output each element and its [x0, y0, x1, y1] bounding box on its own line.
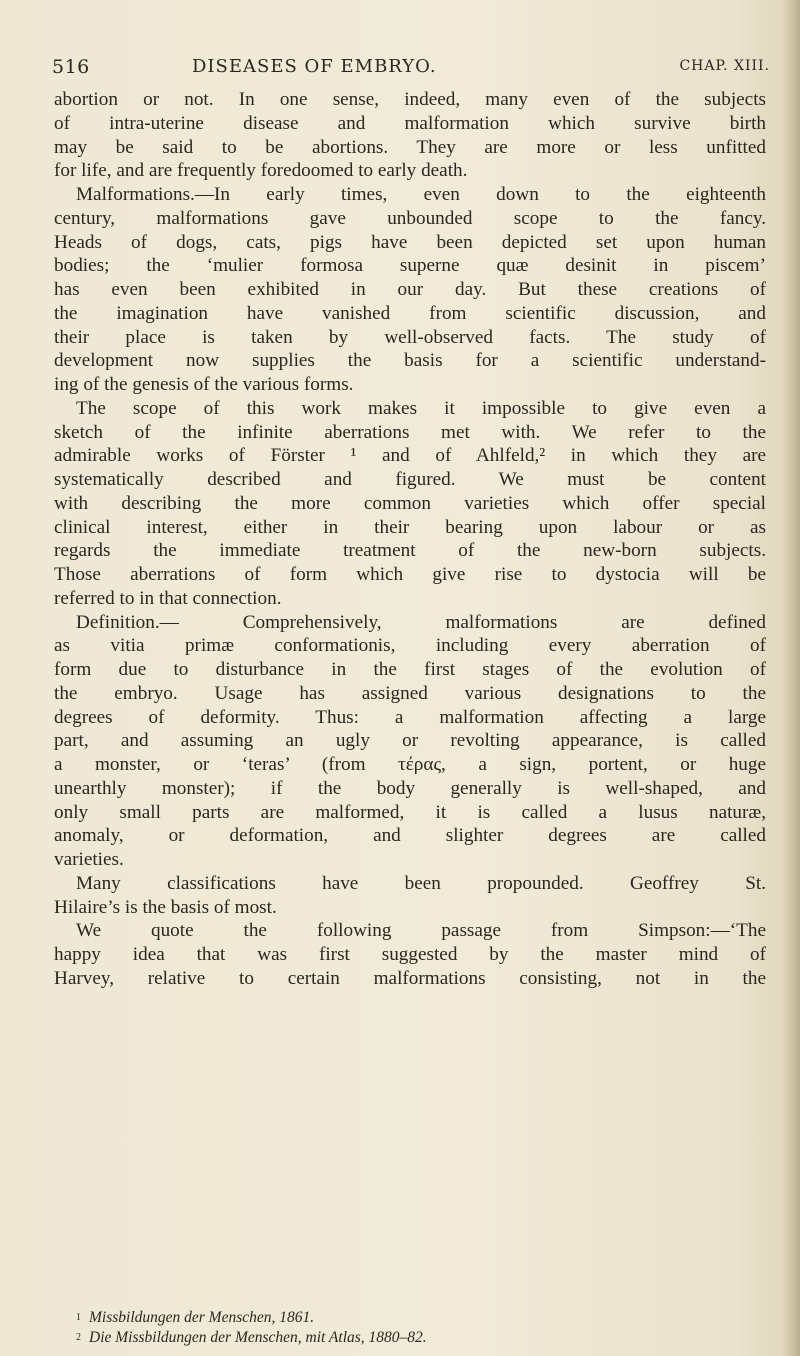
text-line: Many classifications have been propounded. Geoffrey St.: [76, 872, 766, 894]
text-line: for life, and are frequently foredoomed to early death.: [54, 160, 468, 182]
text-line: Those aberrations of form which give rise to dystocia will be: [54, 564, 766, 585]
footnote-text: Die Missbildungen der Menschen, mit Atlas, 1880–82.: [89, 1329, 427, 1346]
text-line: systematically described and figured. We must be content: [54, 469, 766, 490]
text-line: as vitia primæ conformationis, including every aberration of: [54, 635, 766, 657]
footnote: [76, 1328, 766, 1347]
text-line: We quote the following passage from Simpson:—‘The: [76, 920, 766, 942]
text-line: regards the immediate treatment of the new-born subjects.: [54, 540, 766, 562]
text-line: century, malformations gave unbounded scope to the fancy.: [54, 207, 766, 229]
text-line: abortion or not. In one sense, indeed, many even of the subjects: [54, 89, 766, 110]
text-line: Harvey, relative to certain malformations consisting, not in the: [54, 967, 766, 989]
running-header: [52, 56, 770, 82]
text-line: with describing the more common varieties which offer special: [54, 492, 766, 514]
text-line: may be said to be abortions. They are more or less unfitted: [54, 136, 766, 158]
text-line: part, and assuming an ugly or revolting appearance, is called: [54, 730, 766, 752]
footnote-mark: 2: [76, 1332, 81, 1343]
running-title: DISEASES OF EMBRYO.: [192, 56, 437, 77]
page-number: 516: [52, 56, 90, 78]
page-edge-shadow: [782, 0, 800, 1356]
text-line: Heads of dogs, cats, pigs have been depicted set upon human: [54, 231, 766, 253]
text-line: bodies; the ‘mulier formosa superne quæ desinit in piscem’: [54, 255, 766, 277]
footnote-text: Missbildungen der Menschen, 1861.: [89, 1309, 315, 1326]
text-line: ing of the genesis of the various forms.: [54, 374, 354, 395]
chapter-label: CHAP. XIII.: [679, 58, 770, 74]
text-line: varieties.: [54, 849, 124, 870]
footnote: [76, 1308, 766, 1327]
text-line: anomaly, or deformation, and slighter degrees are called: [54, 825, 766, 847]
text-line: of intra-uterine disease and malformation which survive birth: [54, 112, 766, 134]
text-line: unearthly monster); if the body generally is well-shaped, and: [54, 777, 766, 799]
text-line: only small parts are malformed, it is called a lusus naturæ,: [54, 801, 766, 823]
text-line: sketch of the infinite aberrations met with. We refer to the: [54, 421, 766, 443]
text-line: the imagination have vanished from scientific discussion, and: [54, 302, 766, 324]
text-line: form due to disturbance in the first stages of the evolution of: [54, 659, 766, 680]
text-line: happy idea that was first suggested by the master mind of: [54, 944, 766, 965]
body-text: [54, 88, 766, 991]
text-line: the embryo. Usage has assigned various designations to the: [54, 682, 766, 704]
text-line: a monster, or ‘teras’ (from τέρας, a sign, portent, or huge: [54, 754, 766, 775]
text-line: The scope of this work makes it impossible to give even a: [76, 397, 766, 419]
text-line: has even been exhibited in our day. But these creations of: [54, 279, 766, 300]
text-line: clinical interest, either in their bearing upon labour or as: [54, 516, 766, 538]
footnote-mark: 1: [76, 1312, 81, 1323]
text-line: admirable works of Förster ¹ and of Ahlfeld,² in which they are: [54, 445, 766, 467]
text-line: referred to in that connection.: [54, 587, 282, 609]
text-line: Definition.— Comprehensively, malformations are defined: [76, 611, 766, 633]
text-line: Hilaire’s is the basis of most.: [54, 896, 277, 918]
text-line: development now supplies the basis for a scientific understand-: [54, 350, 766, 372]
text-line: their place is taken by well-observed facts. The study of: [54, 326, 766, 348]
text-line: Malformations.—In early times, even down to the eighteenth: [76, 184, 766, 205]
text-line: degrees of deformity. Thus: a malformation affecting a large: [54, 706, 766, 728]
